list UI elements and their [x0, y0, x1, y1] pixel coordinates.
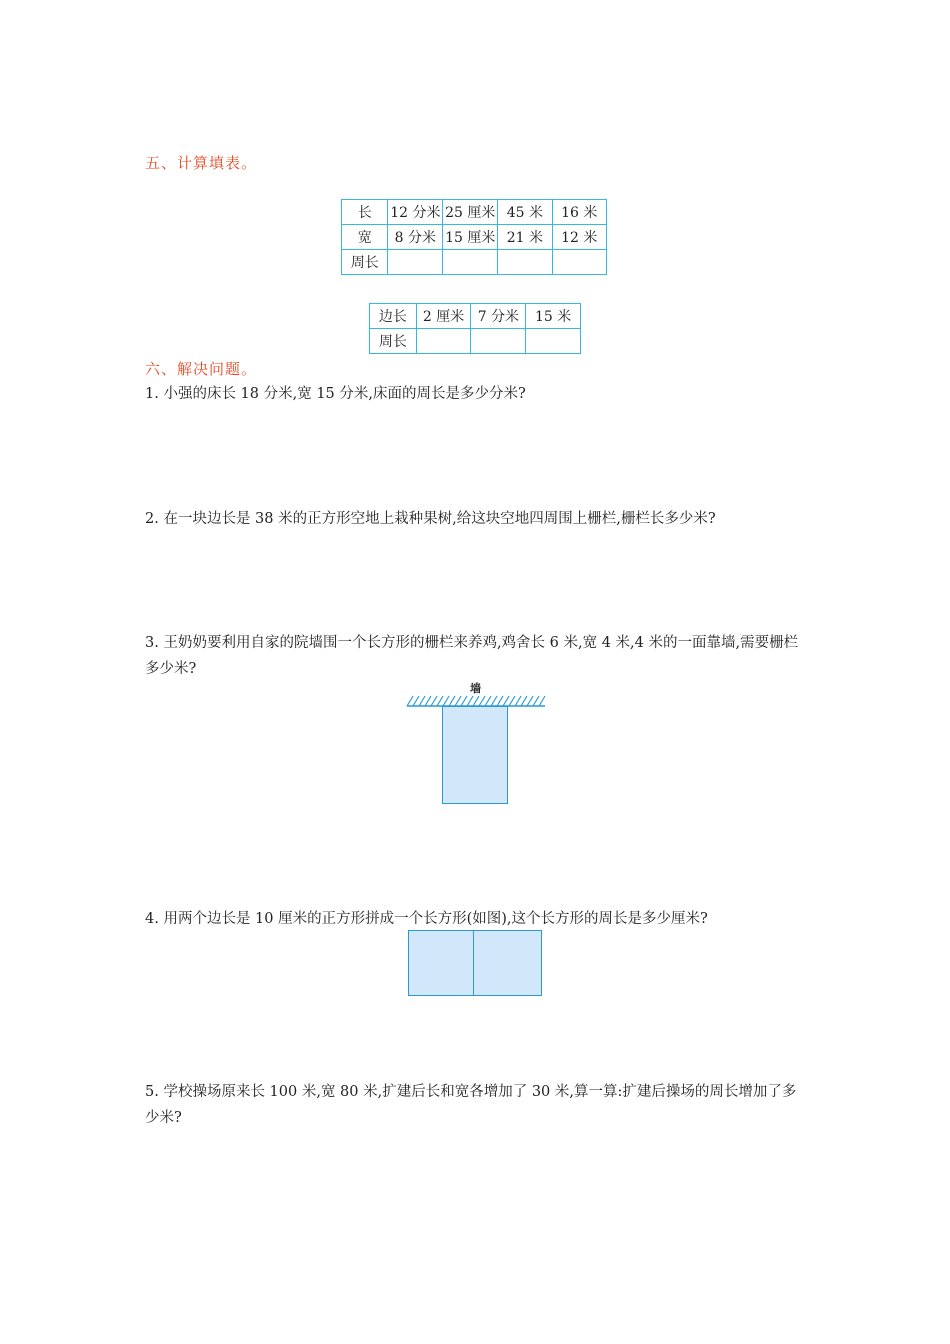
question-5: 5. 学校操场原来长 100 米,宽 80 米,扩建后长和宽各增加了 30 米,算一算:扩建后操场的周长增加了多少米? — [145, 1084, 797, 1126]
table-cell: 15 米 — [526, 304, 581, 329]
table-cell: 7 分米 — [471, 304, 526, 329]
answer-cell[interactable] — [552, 250, 606, 275]
row-label-perimeter: 周长 — [342, 250, 388, 275]
chicken-coop-rectangle — [442, 706, 508, 804]
table-row — [370, 329, 581, 354]
table-cell: 25 厘米 — [443, 200, 498, 225]
section-5-title: 五、计算填表。 — [145, 154, 258, 172]
answer-cell[interactable] — [526, 329, 581, 354]
wall-label: 墙 — [470, 682, 481, 695]
table-cell: 2 厘米 — [416, 304, 471, 329]
answer-cell[interactable] — [416, 329, 471, 354]
table-cell: 15 厘米 — [443, 225, 498, 250]
table-row — [370, 304, 581, 329]
table-cell: 12 分米 — [388, 200, 443, 225]
table-row — [342, 250, 607, 275]
table-rectangle-perimeter — [341, 199, 607, 275]
question-1: 1. 小强的床长 18 分米,宽 15 分米,床面的周长是多少分米? — [145, 386, 526, 402]
row-label-length: 长 — [342, 200, 388, 225]
table-row — [342, 225, 607, 250]
table-cell: 45 米 — [498, 200, 552, 225]
answer-cell[interactable] — [388, 250, 443, 275]
table-cell: 12 米 — [552, 225, 606, 250]
table-square-perimeter — [369, 303, 581, 354]
row-label-width: 宽 — [342, 225, 388, 250]
table-row — [342, 200, 607, 225]
table-cell: 16 米 — [552, 200, 606, 225]
table-cell: 8 分米 — [388, 225, 443, 250]
row-label-side: 边长 — [370, 304, 417, 329]
question-2: 2. 在一块边长是 38 米的正方形空地上栽种果树,给这块空地四周围上栅栏,栅栏长多少米? — [145, 511, 716, 527]
table-cell: 21 米 — [498, 225, 552, 250]
question-4: 4. 用两个边长是 10 厘米的正方形拼成一个长方形(如图),这个长方形的周长是多少厘米? — [145, 911, 708, 927]
square-right — [473, 930, 542, 996]
answer-cell[interactable] — [471, 329, 526, 354]
square-left — [408, 930, 475, 996]
question-3: 3. 王奶奶要利用自家的院墙围一个长方形的栅栏来养鸡,鸡舍长 6 米,宽 4 米,4 米的一面靠墙,需要栅栏多少米? — [145, 635, 799, 677]
answer-cell[interactable] — [443, 250, 498, 275]
row-label-perimeter: 周长 — [370, 329, 417, 354]
section-6-title: 六、解决问题。 — [145, 360, 258, 378]
answer-cell[interactable] — [498, 250, 552, 275]
